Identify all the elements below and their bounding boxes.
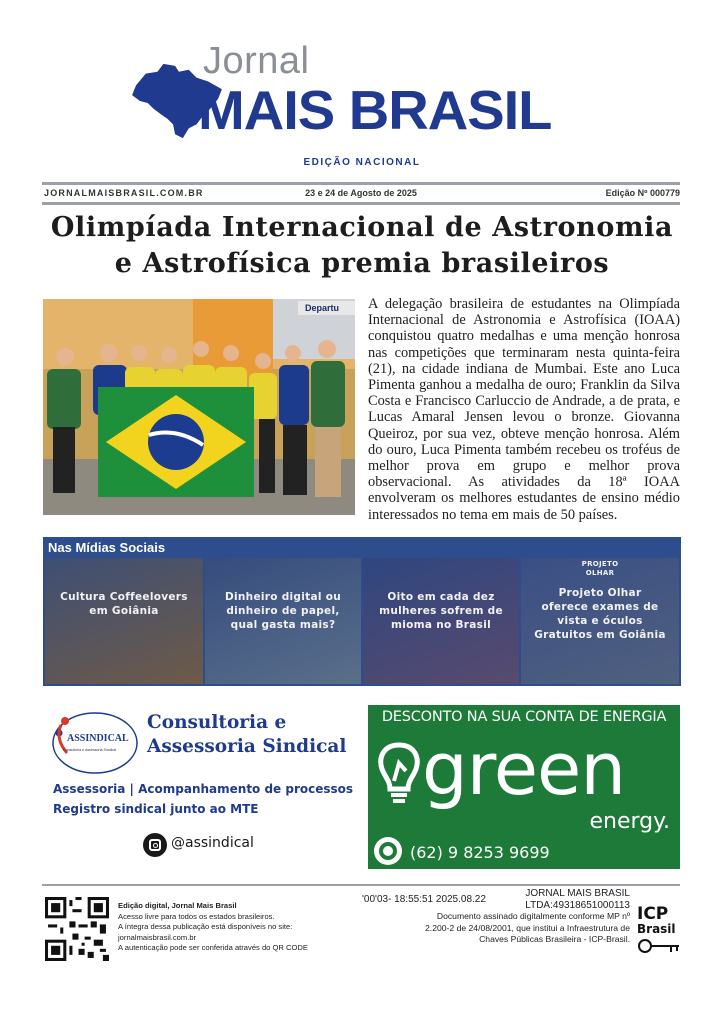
edition-label: EDIÇÃO NACIONAL xyxy=(303,157,421,168)
assindical-logo-icon xyxy=(51,709,139,775)
website-link[interactable]: JORNALMAISBRASIL.COM.BR xyxy=(44,188,204,198)
footer-divider xyxy=(42,884,680,886)
headline-line-2: e Astrofísica premia brasileiros xyxy=(114,248,610,279)
card-text-line: Dinheiro digital ou xyxy=(224,591,341,603)
issue-date: 23 e 24 de Agosto de 2025 xyxy=(305,188,417,198)
main-headline xyxy=(30,210,694,282)
footer-line: A autenticação pode ser conferida através do QR CODE xyxy=(118,943,308,953)
card-text-line: mioma no Brasil xyxy=(391,619,491,631)
signature-note: 2.200-2 de 24/08/2001, que institui a Infraestrutura de xyxy=(425,922,630,933)
signature-timestamp: '00'03- 18:55:51 2025.08.22 xyxy=(362,894,486,905)
social-section-title: Nas Mídias Sociais xyxy=(48,540,166,555)
signature-note: Documento assinado digitalmente conforme MP nº xyxy=(436,911,630,921)
team-photo xyxy=(43,299,355,515)
qr-code-icon[interactable] xyxy=(45,897,109,961)
card-text-line: Cultura Coffeelovers xyxy=(60,591,188,603)
ad-assindical[interactable] xyxy=(43,705,355,869)
ad-title-line-1: Consultoria e xyxy=(147,712,287,733)
card-text-line: qual gasta mais? xyxy=(230,619,336,631)
instagram-handle[interactable]: @assindical xyxy=(171,835,254,851)
logo-text: ASSINDICAL xyxy=(67,733,129,744)
dateline xyxy=(42,188,680,200)
signature-note: Chaves Públicas Brasileira - ICP-Brasil. xyxy=(479,934,630,944)
card-kicker: OLHAR xyxy=(585,569,615,577)
phone-number[interactable]: (62) 9 8253 9699 xyxy=(410,843,550,862)
card-text-line: Gratuitos em Goiânia xyxy=(534,629,666,641)
card-text-line: vista e óculos xyxy=(557,615,643,627)
article-body: A delegação brasileira de estudantes na Olimpíada Internacional de Astronomia e Astrofísica (IOAA) conquistou quatro medalhas e uma menção honrosa nas competições que terminaram nesta quinta-feira (21), na cidade indiana de Mumbai. Este ano Luca Pimenta ganhou a medalha de ouro; Franklin da Silva Costa e Francisco Carluccio de Andrade, a de prata, e Lucas Amaral Jensen levou o bronze. Giovanna Queiroz, por sua vez, obteve menção honrosa. Além do ouro, Luca Pimenta também recebeu os troféus de melhor prova em grupo e melhor prova observacional. As atividades da 18ª IOAA envolveram os melhores estudantes de ensino médio interessados no tema em mais de 50 países. xyxy=(368,296,680,523)
signer-name: JORNAL MAIS BRASIL xyxy=(525,888,630,899)
lightbulb-icon xyxy=(376,741,422,807)
dateline-divider xyxy=(42,202,680,205)
brand-mais-brasil: MAIS BRASIL xyxy=(198,79,552,141)
footer-line: Acesso livre para todos os estados brasileiros. xyxy=(118,911,275,921)
social-card-coffeelovers[interactable] xyxy=(45,558,203,684)
icp-brasil-logo xyxy=(637,906,687,956)
icp-logo-bottom: Brasil xyxy=(637,922,676,936)
card-text-line: mulheres sofrem de xyxy=(379,605,503,617)
footer-line: A íntegra dessa publicação está disponíveis no site: xyxy=(118,922,293,932)
social-card-mioma[interactable] xyxy=(363,558,519,684)
igreen-subbrand: energy. xyxy=(589,809,670,834)
card-text-line: Projeto Olhar xyxy=(558,587,642,599)
logo-subtext: Consultoria e Assessoria Sindical xyxy=(63,748,117,752)
ad-title-line-2: Assessoria Sindical xyxy=(147,736,347,757)
ad-igreen[interactable] xyxy=(368,705,680,869)
digital-signature-info xyxy=(380,888,630,946)
whatsapp-icon xyxy=(374,837,402,865)
top-divider xyxy=(42,182,680,185)
card-text-line: Oito em cada dez xyxy=(387,591,495,603)
card-text-line: oferece exames de xyxy=(541,601,659,613)
card-kicker: PROJETO xyxy=(581,560,619,568)
ad-banner: DESCONTO NA SUA CONTA DE ENERGIA xyxy=(381,709,667,725)
card-text-line: dinheiro de papel, xyxy=(226,605,340,617)
footer-title: Edição digital, Jornal Mais Brasil xyxy=(118,901,237,910)
ad-services-line-1: Assessoria | Acompanhamento de processos xyxy=(53,782,354,796)
social-card-dinheiro[interactable] xyxy=(205,558,361,684)
footer-site-link[interactable]: jornalmaisbrasil.com.br xyxy=(118,932,197,942)
card-text-line: em Goiânia xyxy=(89,605,159,617)
signer-id: LTDA:49318651000113 xyxy=(525,899,630,911)
igreen-wordmark: green xyxy=(422,727,625,811)
footer-info xyxy=(118,901,308,954)
key-icon xyxy=(637,938,681,954)
brand-jornal: Jornal xyxy=(203,40,310,82)
icp-logo-top: ICP xyxy=(637,904,669,924)
photo-sign-text: Departu xyxy=(305,303,340,313)
headline-line-1: Olimpíada Internacional de Astronomia xyxy=(50,212,674,243)
instagram-icon xyxy=(143,833,167,857)
ad-services-line-2: Registro sindical junto ao MTE xyxy=(53,802,259,816)
edition-number: Edição Nº 000779 xyxy=(605,188,680,198)
social-card-projeto-olhar[interactable] xyxy=(521,558,679,684)
